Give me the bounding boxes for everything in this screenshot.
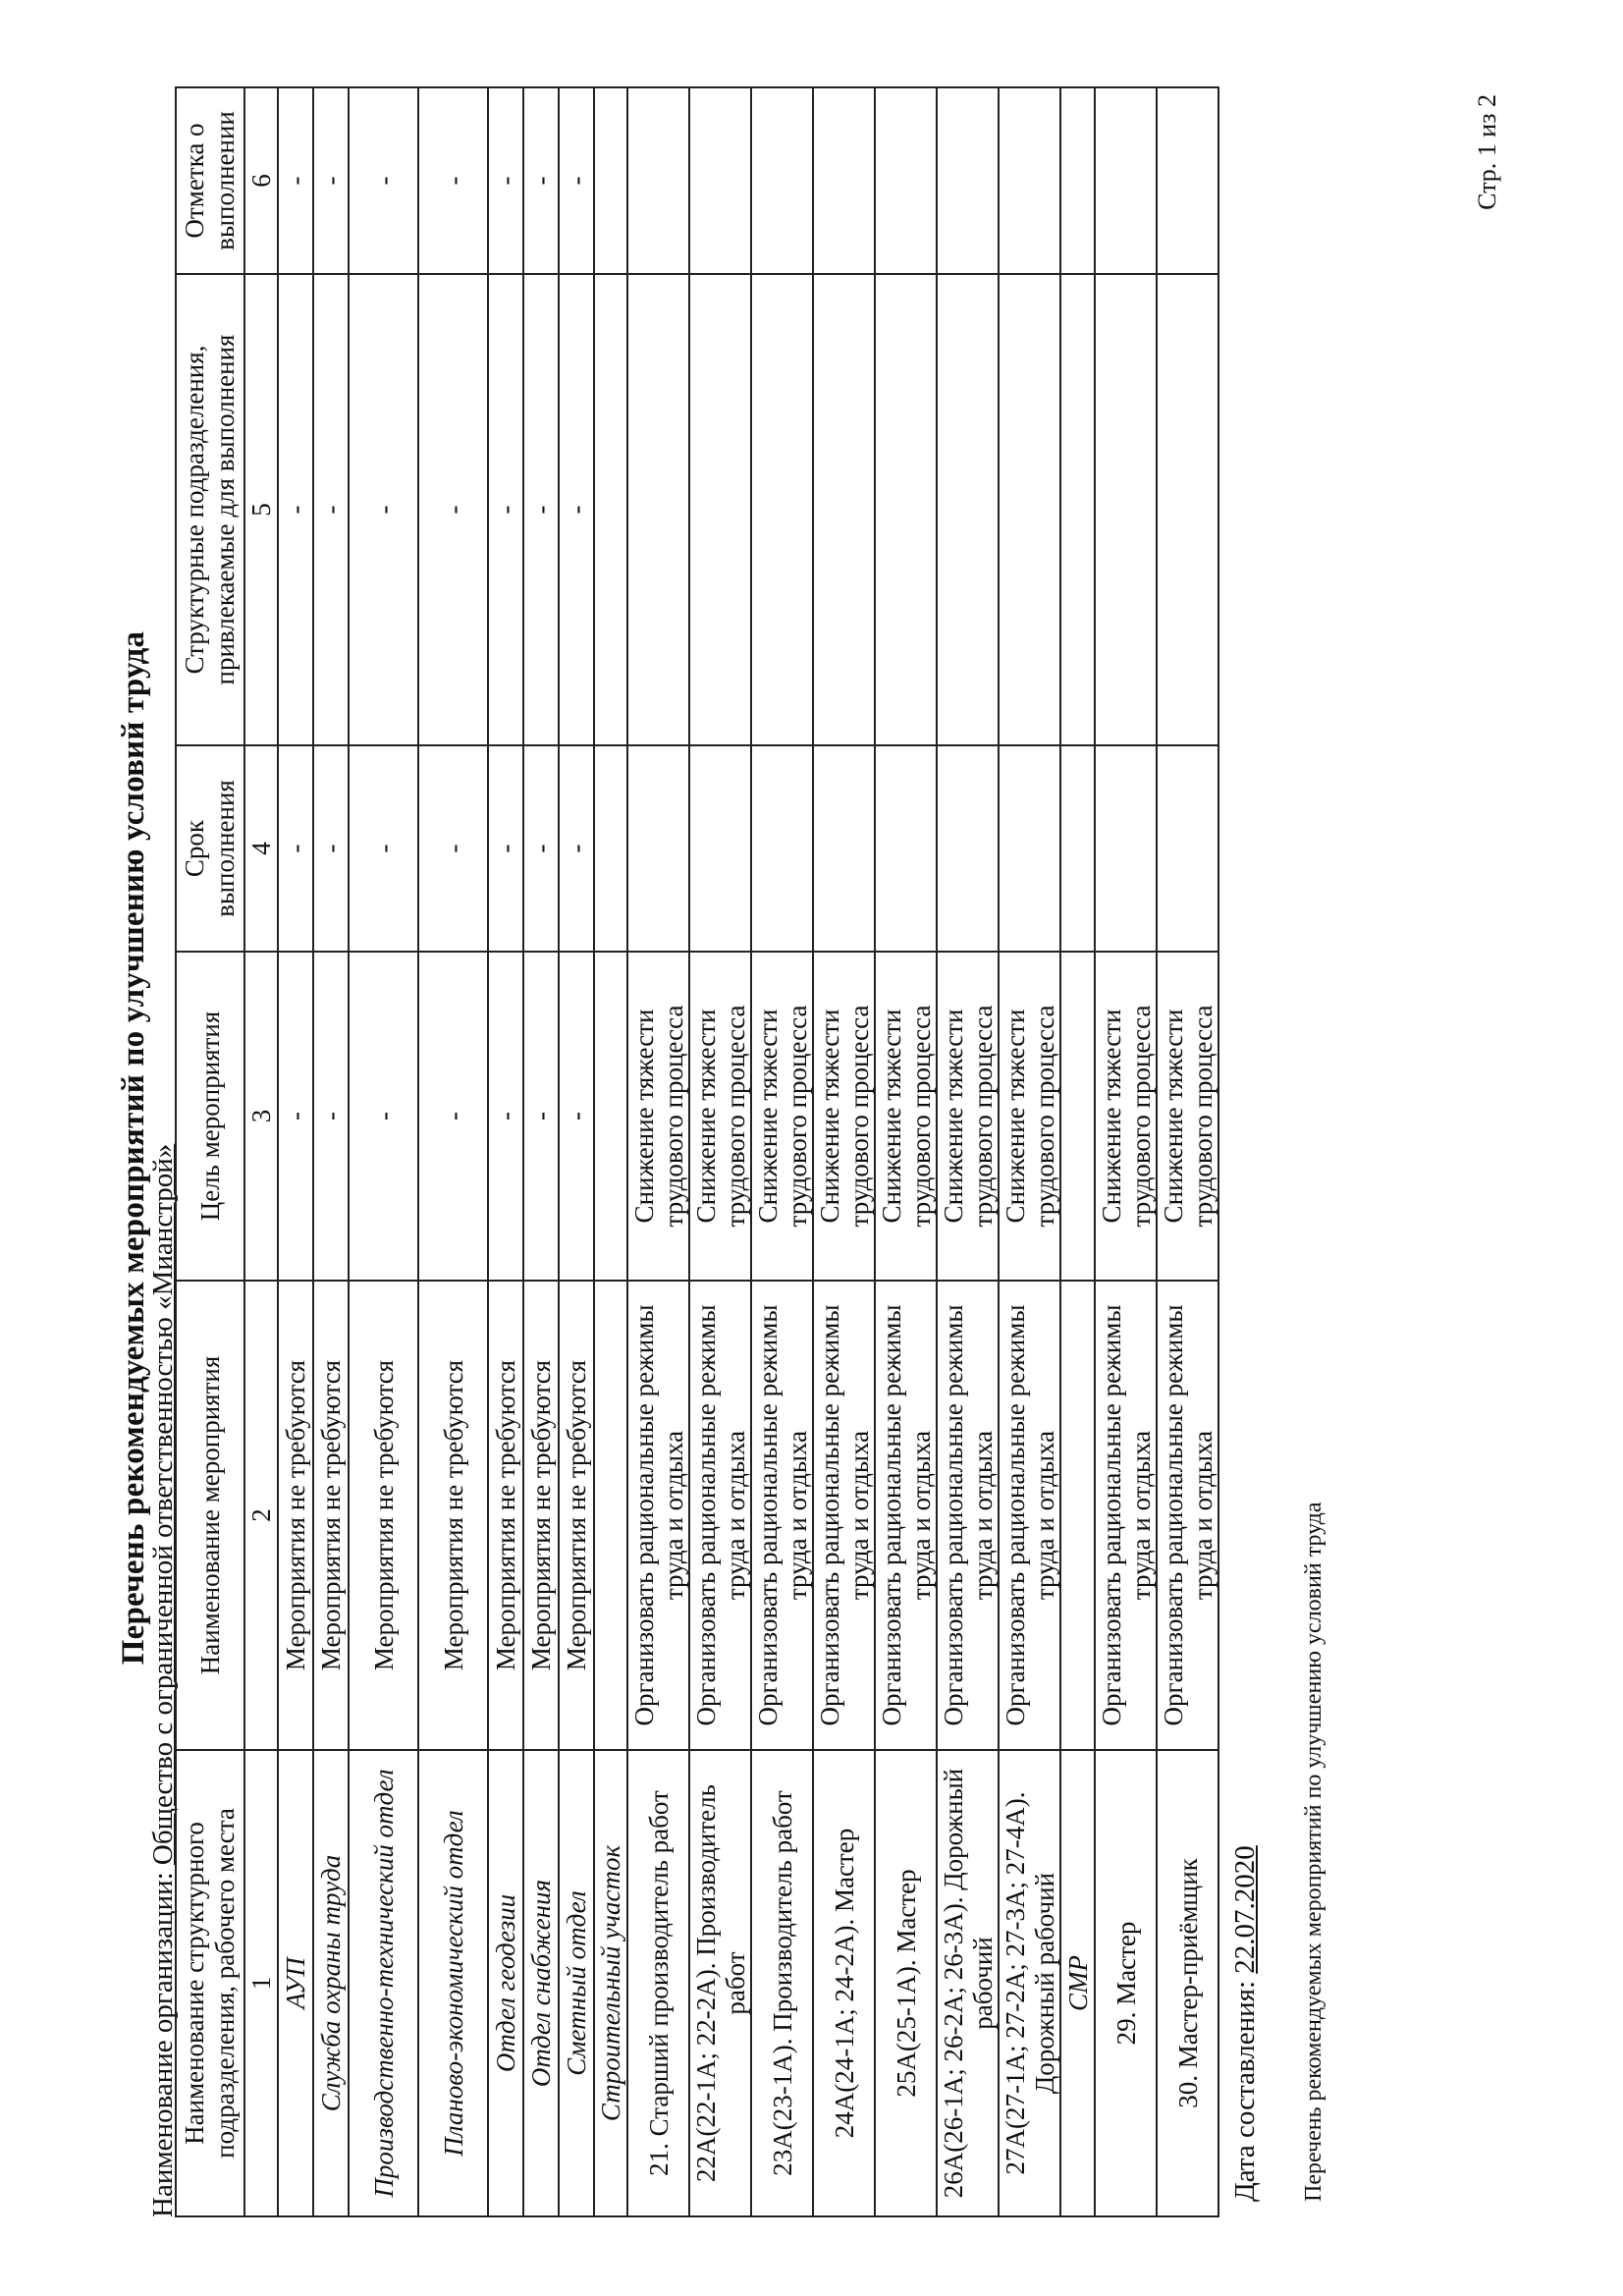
goal-cell: Снижение тяжести трудового процесса <box>1095 952 1157 1281</box>
workplace-cell: 30. Мастер-приёмщик <box>1157 1750 1218 2216</box>
department-row <box>349 87 418 2216</box>
document-title: Перечень рекомендуемых мероприятий по улучшению условий труда <box>116 630 151 1666</box>
goal-cell: Снижение тяжести трудового процесса <box>689 952 751 1281</box>
workplace-cell: 27А(27-1А; 27-2А; 27-3А; 27-4А). Дорожный рабочий <box>999 1750 1060 2216</box>
measure-cell: Мероприятия не требуются <box>278 1281 313 1750</box>
date-label: Дата составления: <box>1229 1980 1261 2202</box>
header-col-4: Срок выполнения <box>176 745 244 952</box>
department-row <box>313 87 349 2216</box>
completion-cell: - <box>559 87 594 274</box>
deadline-cell: - <box>523 745 559 952</box>
workplace-cell: Планово-экономический отдел <box>418 1750 488 2216</box>
goal-cell: Снижение тяжести трудового процесса <box>1157 952 1218 1281</box>
workplace-cell: 24А(24-1А; 24-2А). Мастер <box>813 1750 875 2216</box>
measure-cell: Мероприятия не требуются <box>418 1281 488 1750</box>
workplace-cell: 22А(22-1А; 22-2А). Производитель работ <box>689 1750 751 2216</box>
date-value: 22.07.2020 <box>1229 1845 1261 1974</box>
header-col-5: Структурные подразделения, привлекаемые для выполнения <box>176 274 244 745</box>
table-body <box>278 87 1218 2216</box>
column-number: 5 <box>244 274 278 745</box>
measure-cell: Организовать рациональные режимы труда и отдыха <box>875 1281 937 1750</box>
completion-cell: - <box>488 87 523 274</box>
responsible-cell <box>999 274 1060 745</box>
responsible-cell: - <box>349 274 418 745</box>
goal-cell: Снижение тяжести трудового процесса <box>999 952 1060 1281</box>
organization-name: Общество с ограниченной ответственностью «Мианстрой» <box>147 1143 179 1866</box>
completion-cell: - <box>523 87 559 274</box>
completion-cell <box>1157 87 1218 274</box>
responsible-cell <box>813 274 875 745</box>
responsible-cell <box>627 274 689 745</box>
goal-cell: Снижение тяжести трудового процесса <box>813 952 875 1281</box>
goal-cell: Снижение тяжести трудового процесса <box>875 952 937 1281</box>
deadline-cell <box>813 745 875 952</box>
workplace-cell: 26А(26-1А; 26-2А; 26-3А). Дорожный рабочий <box>937 1750 999 2216</box>
measure-cell: Организовать рациональные режимы труда и отдыха <box>813 1281 875 1750</box>
deadline-cell: - <box>278 745 313 952</box>
workplace-cell: 21. Старший производитель работ <box>627 1750 689 2216</box>
column-number: 1 <box>244 1750 278 2216</box>
column-number: 2 <box>244 1281 278 1750</box>
responsible-cell: - <box>488 274 523 745</box>
table-row <box>875 87 937 2216</box>
empty-cell <box>1060 1281 1095 1750</box>
deadline-cell: - <box>349 745 418 952</box>
workplace-cell: Производственно-технический отдел <box>349 1750 418 2216</box>
deadline-cell <box>1157 745 1218 952</box>
measure-cell: Организовать рациональные режимы труда и отдыха <box>1157 1281 1218 1750</box>
goal-cell: - <box>523 952 559 1281</box>
goal-cell: Снижение тяжести трудового процесса <box>751 952 813 1281</box>
measure-cell: Организовать рациональные режимы труда и отдыха <box>1095 1281 1157 1750</box>
workplace-cell: АУП <box>278 1750 313 2216</box>
empty-cell <box>594 87 627 274</box>
completion-cell <box>875 87 937 274</box>
table-row <box>937 87 999 2216</box>
completion-cell: - <box>418 87 488 274</box>
section-header-row <box>594 87 627 2216</box>
empty-cell <box>1060 274 1095 745</box>
workplace-cell: 25А(25-1А). Мастер <box>875 1750 937 2216</box>
table-header-row <box>176 87 244 2216</box>
deadline-cell <box>875 745 937 952</box>
workplace-cell: Служба охраны труда <box>313 1750 349 2216</box>
date-line <box>1229 1845 1262 2202</box>
column-number: 6 <box>244 87 278 274</box>
workplace-cell: Сметный отдел <box>559 1750 594 2216</box>
responsible-cell <box>937 274 999 745</box>
completion-cell: - <box>278 87 313 274</box>
measure-cell: Мероприятия не требуются <box>559 1281 594 1750</box>
responsible-cell: - <box>559 274 594 745</box>
header-col-2: Наименование мероприятия <box>176 1281 244 1750</box>
table-row <box>627 87 689 2216</box>
deadline-cell <box>627 745 689 952</box>
responsible-cell: - <box>418 274 488 745</box>
measure-cell: Организовать рациональные режимы труда и отдыха <box>751 1281 813 1750</box>
department-row <box>278 87 313 2216</box>
workplace-cell: 23А(23-1А). Производитель работ <box>751 1750 813 2216</box>
department-row <box>418 87 488 2216</box>
responsible-cell <box>751 274 813 745</box>
empty-cell <box>1060 745 1095 952</box>
completion-cell <box>1095 87 1157 274</box>
page-footer: Перечень рекомендуемых мероприятий по улучшению условий труда <box>1301 1502 1326 2202</box>
deadline-cell: - <box>418 745 488 952</box>
completion-cell <box>751 87 813 274</box>
deadline-cell <box>751 745 813 952</box>
table-row <box>1157 87 1218 2216</box>
table-row <box>751 87 813 2216</box>
page-number: Стр. 1 из 2 <box>1473 94 1501 210</box>
completion-cell <box>999 87 1060 274</box>
responsible-cell: - <box>313 274 349 745</box>
column-number-row <box>244 87 278 2216</box>
goal-cell: - <box>278 952 313 1281</box>
empty-cell <box>594 952 627 1281</box>
header-col-1: Наименование структурного подразделения, рабочего места <box>176 1750 244 2216</box>
measure-cell: Мероприятия не требуются <box>313 1281 349 1750</box>
responsible-cell <box>875 274 937 745</box>
department-row <box>559 87 594 2216</box>
goal-cell: - <box>313 952 349 1281</box>
responsible-cell <box>1157 274 1218 745</box>
deadline-cell: - <box>488 745 523 952</box>
goal-cell: Снижение тяжести трудового процесса <box>937 952 999 1281</box>
section-title: СМР <box>1060 1750 1095 2216</box>
responsible-cell: - <box>278 274 313 745</box>
completion-cell <box>813 87 875 274</box>
section-header-row <box>1060 87 1095 2216</box>
goal-cell: - <box>488 952 523 1281</box>
responsible-cell <box>1095 274 1157 745</box>
empty-cell <box>594 1281 627 1750</box>
column-number: 3 <box>244 952 278 1281</box>
deadline-cell <box>1095 745 1157 952</box>
column-number: 4 <box>244 745 278 952</box>
completion-cell <box>627 87 689 274</box>
deadline-cell: - <box>313 745 349 952</box>
deadline-cell: - <box>559 745 594 952</box>
completion-cell <box>689 87 751 274</box>
deadline-cell <box>937 745 999 952</box>
deadline-cell <box>689 745 751 952</box>
completion-cell <box>937 87 999 274</box>
workplace-cell: 29. Мастер <box>1095 1750 1157 2216</box>
header-col-6: Отметка о выполнении <box>176 87 244 274</box>
measure-cell: Организовать рациональные режимы труда и отдыха <box>999 1281 1060 1750</box>
deadline-cell <box>999 745 1060 952</box>
goal-cell: Снижение тяжести трудового процесса <box>627 952 689 1281</box>
organization-label: Наименование организации: <box>147 1872 179 2217</box>
empty-cell <box>594 274 627 745</box>
completion-cell: - <box>313 87 349 274</box>
measures-table <box>175 86 1219 2217</box>
completion-cell: - <box>349 87 418 274</box>
measure-cell: Организовать рациональные режимы труда и отдыха <box>627 1281 689 1750</box>
goal-cell: - <box>559 952 594 1281</box>
table-row <box>689 87 751 2216</box>
measure-cell: Организовать рациональные режимы труда и отдыха <box>937 1281 999 1750</box>
goal-cell: - <box>349 952 418 1281</box>
goal-cell: - <box>418 952 488 1281</box>
empty-cell <box>1060 952 1095 1281</box>
workplace-cell: Отдел снабжения <box>523 1750 559 2216</box>
measure-cell: Мероприятия не требуются <box>349 1281 418 1750</box>
table-row <box>813 87 875 2216</box>
responsible-cell <box>689 274 751 745</box>
workplace-cell: Отдел геодезии <box>488 1750 523 2216</box>
measure-cell: Мероприятия не требуются <box>488 1281 523 1750</box>
department-row <box>523 87 559 2216</box>
section-title: Строительный участок <box>594 1750 627 2216</box>
measure-cell: Организовать рациональные режимы труда и отдыха <box>689 1281 751 1750</box>
responsible-cell: - <box>523 274 559 745</box>
table-row <box>1095 87 1157 2216</box>
measure-cell: Мероприятия не требуются <box>523 1281 559 1750</box>
empty-cell <box>1060 87 1095 274</box>
department-row <box>488 87 523 2216</box>
table-row <box>999 87 1060 2216</box>
empty-cell <box>594 745 627 952</box>
header-col-3: Цель мероприятия <box>176 952 244 1281</box>
